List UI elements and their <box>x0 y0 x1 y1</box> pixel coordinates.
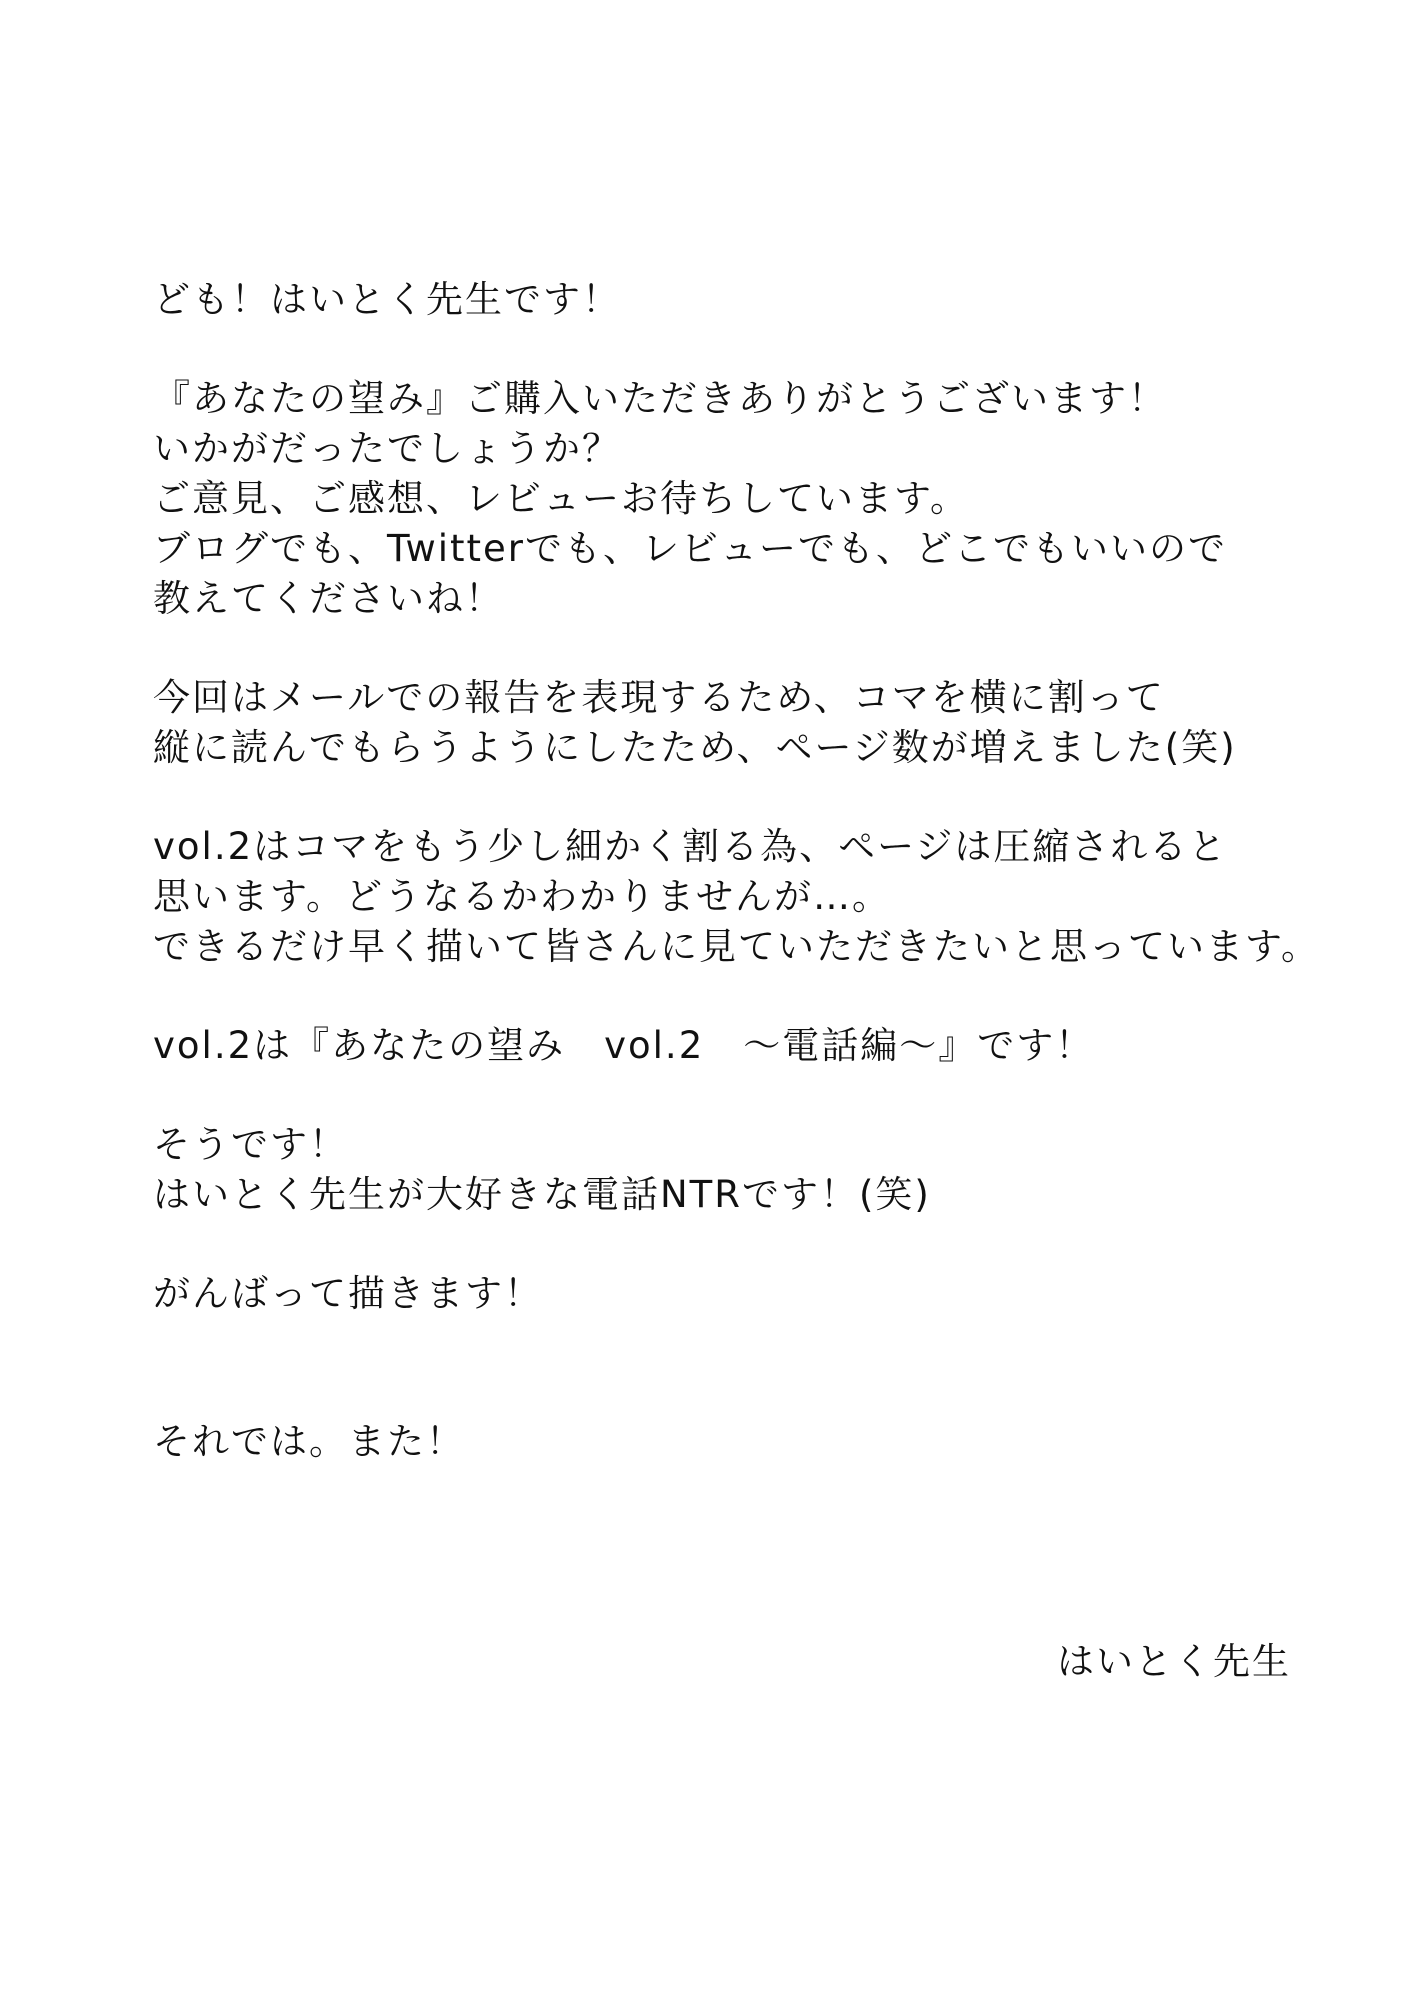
effort-line: がんばって描きます！ <box>153 1272 543 1315</box>
closing-line: それでは。また！ <box>153 1420 465 1463</box>
signature: はいとく先生 <box>1057 1640 1291 1683</box>
question-line: いかがだったでしょうか？ <box>153 427 621 470</box>
greeting-line: ども！はいとく先生です！ <box>153 278 621 321</box>
channels-line: ブログでも、Twitterでも、レビューでも、どこでもいいので <box>153 527 1228 570</box>
layout-note-line-1: 今回はメールでの報告を表現するため、コマを横に割って <box>153 676 1165 719</box>
vol2-title-line: vol.2は『あなたの望み vol.2 ～電話編～』です！ <box>153 1024 1095 1067</box>
thanks-line: 『あなたの望み』ご購入いただきありがとうございます！ <box>153 377 1167 420</box>
vol2-note-line-3: できるだけ早く描いて皆さんに見ていただきたいと思っています。 <box>153 925 1321 968</box>
vol2-note-line-2: 思います。どうなるかわかりませんが…。 <box>153 875 892 918</box>
request-line: 教えてくださいね！ <box>153 577 504 620</box>
confirm-line: そうです！ <box>153 1123 348 1166</box>
phone-ntr-line: はいとく先生が大好きな電話NTRです！(笑) <box>153 1173 931 1216</box>
layout-note-line-2: 縦に読んでもらうようにしたため、ページ数が増えました(笑) <box>153 726 1237 769</box>
vol2-note-line-1: vol.2はコマをもう少し細かく割る為、ページは圧縮されると <box>153 825 1228 868</box>
feedback-line: ご意見、ご感想、レビューお待ちしています。 <box>153 477 970 520</box>
